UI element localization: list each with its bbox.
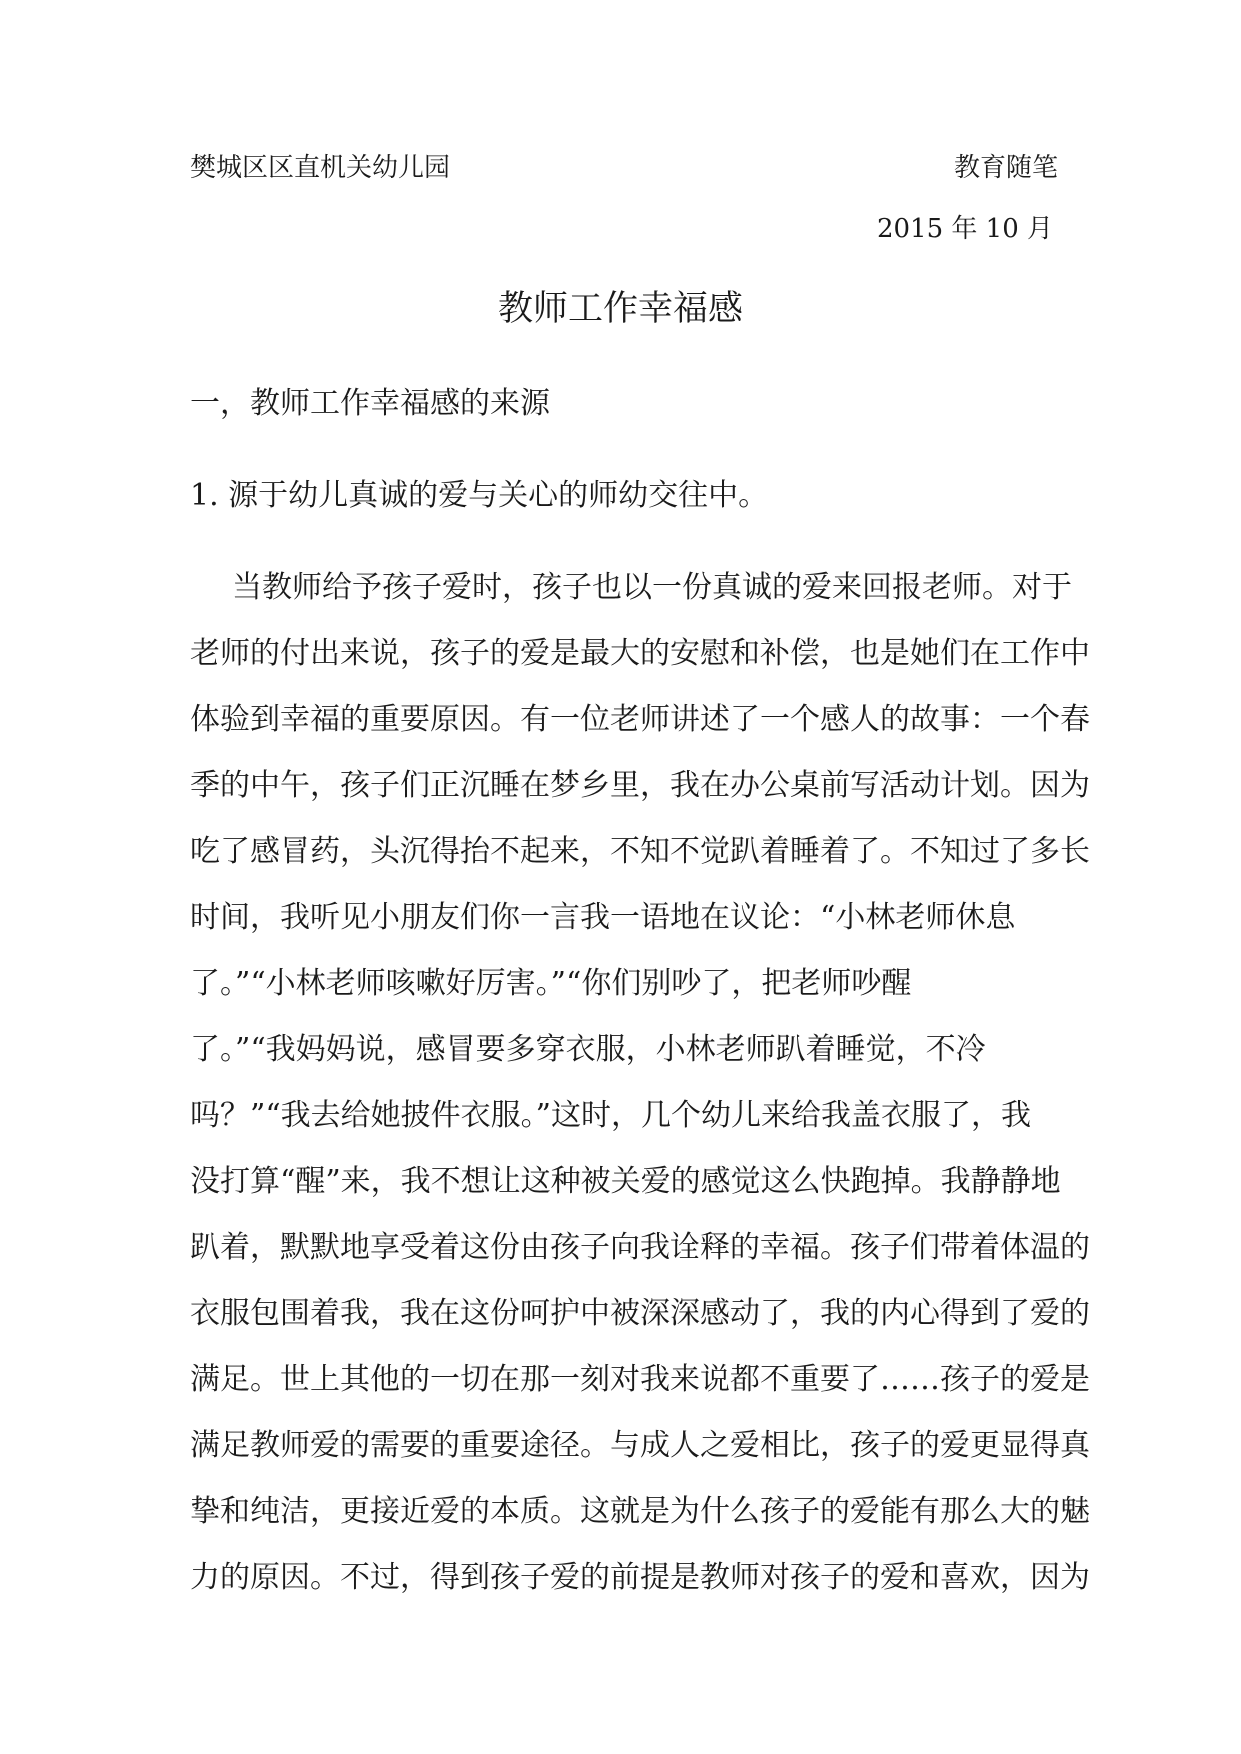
body-line: 趴着，默默地享受着这份由孩子向我诠释的幸福。孩子们带着体温的: [190, 1230, 1090, 1265]
body-line: 衣服包围着我，我在这份呵护中被深深感动了，我的内心得到了爱的: [190, 1296, 1090, 1331]
section-heading: 一，教师工作幸福感的来源: [190, 386, 550, 421]
body-line: 了。”“小林老师咳嗽好厉害。”“你们别吵了，把老师吵醒: [190, 966, 912, 1001]
subsection-heading: 1. 源于幼儿真诚的爱与关心的师幼交往中。: [190, 478, 769, 513]
body-line: 没打算“醒”来，我不想让这种被关爱的感觉这么快跑掉。我静静地: [190, 1164, 1061, 1199]
body-line: 满足。世上其他的一切在那一刻对我来说都不重要了……孩子的爱是: [190, 1362, 1090, 1397]
body-line: 吗？”“我去给她披件衣服。”这时，几个幼儿来给我盖衣服了，我: [190, 1098, 1032, 1133]
body-line: 体验到幸福的重要原因。有一位老师讲述了一个感人的故事：一个春: [190, 702, 1090, 737]
body-paragraph: [190, 568, 1090, 1624]
body-line: 挚和纯洁，更接近爱的本质。这就是为什么孩子的爱能有那么大的魅: [190, 1494, 1090, 1529]
body-line: 满足教师爱的需要的重要途径。与成人之爱相比，孩子的爱更显得真: [190, 1428, 1090, 1463]
body-line: 吃了感冒药，头沉得抬不起来，不知不觉趴着睡着了。不知过了多长: [190, 834, 1090, 869]
body-line: 了。”“我妈妈说，感冒要多穿衣服，小林老师趴着睡觉，不冷: [190, 1032, 986, 1067]
header-category: 教育随笔: [953, 153, 1058, 183]
header-organization: 樊城区区直机关幼儿园: [190, 153, 451, 183]
document-date: 2015 年 10 月: [876, 214, 1053, 244]
body-line: 老师的付出来说，孩子的爱是最大的安慰和补偿，也是她们在工作中: [190, 636, 1090, 671]
body-line: 时间，我听见小朋友们你一言我一语地在议论：“小林老师休息: [190, 900, 1016, 935]
body-line: 当教师给予孩子爱时，孩子也以一份真诚的爱来回报老师。对于: [232, 570, 1072, 605]
body-line: 力的原因。不过，得到孩子爱的前提是教师对孩子的爱和喜欢，因为: [190, 1560, 1090, 1595]
document-title: 教师工作幸福感: [497, 289, 743, 329]
body-line: 季的中午，孩子们正沉睡在梦乡里，我在办公桌前写活动计划。因为: [190, 768, 1090, 803]
